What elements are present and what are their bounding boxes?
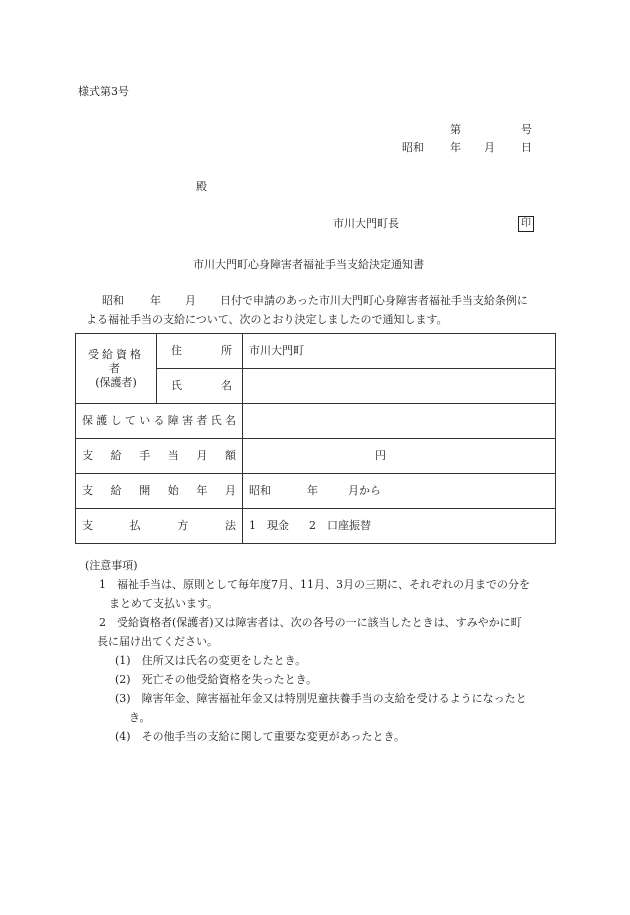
name-label-char: 名 [221, 379, 232, 392]
name-value [243, 369, 556, 404]
seal-stamp: 印 [518, 216, 534, 232]
table-row [76, 439, 556, 474]
label-char: 当 [167, 449, 179, 462]
intro-month: 月 [185, 294, 196, 307]
label-char: 手 [139, 449, 151, 462]
label-char: て [124, 414, 136, 427]
method-option-cash: 1 現金 [249, 519, 289, 532]
date-month: 月 [484, 141, 495, 154]
label-char: 払 [129, 519, 141, 532]
issuer: 市川大門町長 [333, 217, 399, 230]
form-number: 様式第3号 [78, 85, 129, 98]
label-char: 支 [82, 519, 93, 532]
intro-paragraph [78, 291, 558, 329]
label-char: 氏 [210, 414, 222, 427]
payment-method-label-cell [76, 509, 243, 544]
address-label-cell [157, 334, 243, 369]
monthly-amount-value [243, 439, 556, 474]
method-option-transfer: 2 口座振替 [309, 519, 371, 532]
label-char: 給 [110, 449, 122, 462]
date-era: 昭和 [402, 141, 424, 154]
notes-section [85, 556, 545, 746]
note-2-cont: 長に届け出てください。 [97, 635, 218, 648]
date-year: 年 [450, 141, 461, 154]
intro-year: 年 [150, 294, 161, 307]
name-label-cell [157, 369, 243, 404]
start-month-label-cell [76, 474, 243, 509]
protected-person-value [243, 404, 556, 439]
table-row [76, 334, 556, 369]
note-2-item-1: (1) 住所又は氏名の変更をしたとき。 [115, 654, 307, 667]
note-1-cont: まとめて支払います。 [109, 597, 219, 610]
label-char: 月 [224, 484, 236, 497]
document-title: 市川大門町心身障害者福祉手当支給決定通知書 [193, 258, 424, 271]
table-row [76, 474, 556, 509]
doc-no-prefix: 第 [450, 123, 461, 136]
label-char: 額 [224, 449, 236, 462]
label-char: 障 [167, 414, 179, 427]
address-label-char: 所 [221, 344, 232, 357]
table-row [76, 404, 556, 439]
intro-line1: 日付で申請のあった市川大門町心身障害者福祉手当支給条例に [220, 294, 528, 307]
label-char: る [153, 414, 165, 427]
intro-era: 昭和 [102, 294, 124, 307]
label-char: 支 [82, 484, 93, 497]
recipient-label: 受給資格者 [88, 347, 144, 375]
label-char: 開 [139, 484, 151, 497]
name-label-char: 氏 [171, 379, 182, 392]
protected-person-label-cell [76, 404, 243, 439]
label-char: 月 [196, 449, 208, 462]
note-1: 1 福祉手当は、原則として毎年度7月、11月、3月の三期に、それぞれの月までの分を [99, 578, 530, 591]
label-char: 護 [96, 414, 108, 427]
monthly-amount-label-cell [76, 439, 243, 474]
recipient-label-cell [76, 334, 157, 404]
label-char: し [110, 414, 122, 427]
doc-no-suffix: 号 [521, 123, 532, 136]
note-2-item-3-cont: き。 [129, 711, 151, 724]
payment-method-value [243, 509, 556, 544]
label-char: 名 [224, 414, 236, 427]
label-char: 給 [110, 484, 122, 497]
label-char: 支 [82, 449, 93, 462]
benefit-table [75, 333, 556, 544]
date-day: 日 [521, 141, 532, 154]
note-2-item-4: (4) その他手当の支給に関して重要な変更があったとき。 [115, 730, 406, 743]
start-month: 月から [348, 484, 381, 497]
note-2: 2 受給資格者(保護者)又は障害者は、次の各号の一に該当したときは、すみやかに町 [99, 616, 522, 629]
label-char: 始 [167, 484, 179, 497]
label-char: 者 [196, 414, 208, 427]
label-char: 年 [196, 484, 208, 497]
table-row [76, 509, 556, 544]
addressee-suffix: 殿 [196, 180, 207, 193]
start-era: 昭和 [249, 484, 271, 497]
label-char: 害 [182, 414, 194, 427]
yen-unit: 円 [375, 449, 386, 462]
label-char: 方 [177, 519, 189, 532]
address-label-char: 住 [171, 344, 182, 357]
notes-heading: (注意事項) [85, 559, 138, 572]
recipient-sub-label: (保護者) [95, 375, 137, 389]
intro-line2: よる福祉手当の支給について、次のとおり決定しましたので通知します。 [86, 313, 448, 326]
address-value: 市川大門町 [243, 334, 556, 369]
note-2-item-3: (3) 障害年金、障害福祉年金又は特別児童扶養手当の支給を受けるようになったと [115, 692, 527, 705]
label-char: 法 [224, 519, 236, 532]
label-char: 保 [82, 414, 93, 427]
note-2-item-2: (2) 死亡その他受給資格を失ったとき。 [115, 673, 318, 686]
label-char: い [139, 414, 151, 427]
start-year: 年 [307, 484, 318, 497]
start-month-value [243, 474, 556, 509]
